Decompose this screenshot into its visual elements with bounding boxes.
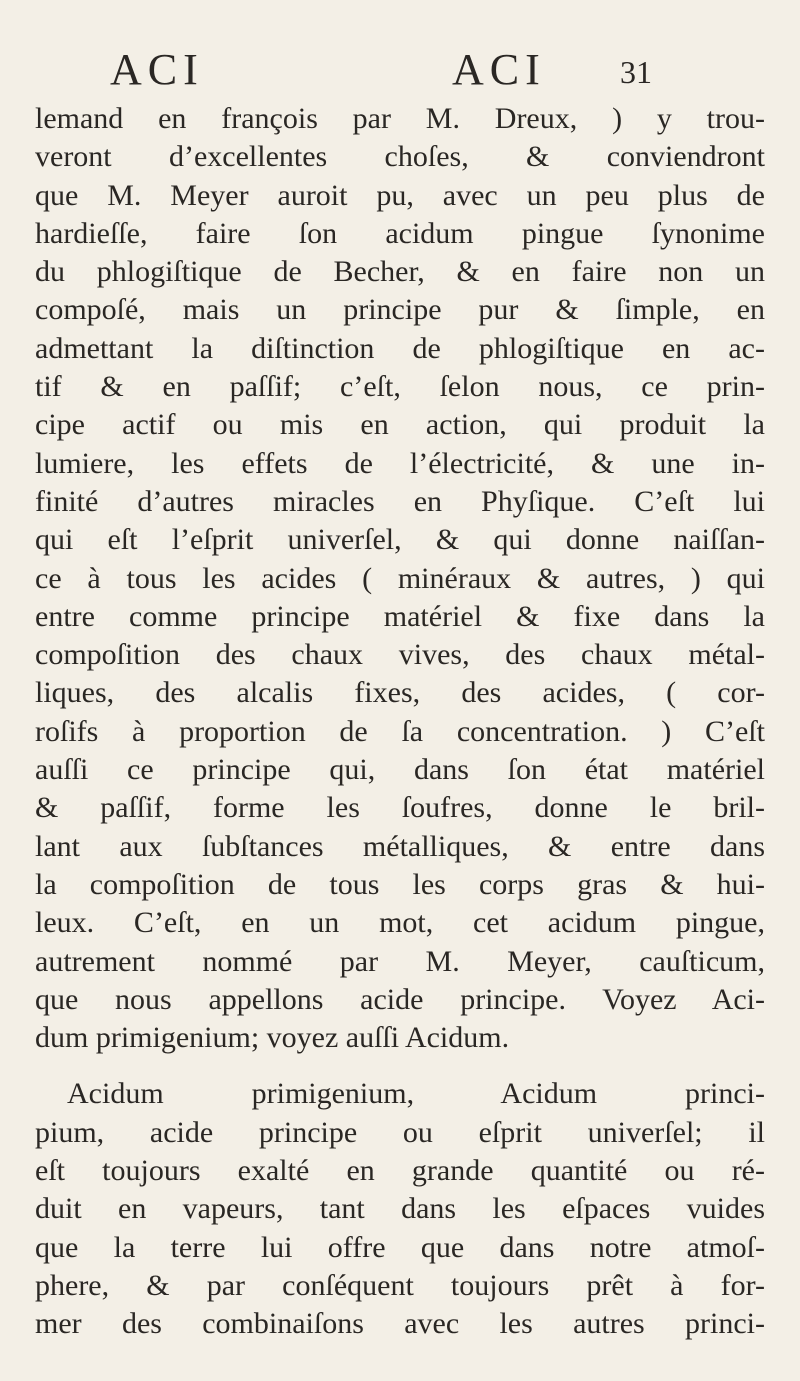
text-line: & paſſif, forme les ſoufres, donne le bril- bbox=[35, 791, 765, 825]
text-line: autrement nommé par M. Meyer, cauſticum, bbox=[35, 944, 765, 978]
text-line: entre comme principe matériel & fixe dans la bbox=[35, 599, 765, 633]
text-line: lemand en françois par M. Dreux, ) y trou- bbox=[35, 102, 765, 135]
text-line: leux. C’eſt, en un mot, cet acidum pingue, bbox=[35, 906, 765, 940]
text-line: hardieſſe, faire ſon acidum pingue ſynonime bbox=[35, 216, 765, 250]
entry-acidum-continued bbox=[35, 100, 765, 1057]
running-head-right: ACI bbox=[452, 45, 546, 94]
text-line: que M. Meyer auroit pu, avec un peu plus de bbox=[35, 178, 765, 212]
text-line: lumiere, les effets de l’électricité, & une in- bbox=[35, 446, 765, 480]
text-line: phere, & par conſéquent toujours prêt à for- bbox=[35, 1268, 765, 1302]
text-line: roſifs à proportion de ſa concentration. ) C’eſt bbox=[35, 714, 765, 748]
running-head-left: ACI bbox=[110, 45, 204, 94]
text-line: compoſition des chaux vives, des chaux métal- bbox=[35, 638, 765, 672]
body-text bbox=[35, 100, 765, 1344]
text-line: admettant la diſtinction de phlogiſtique en ac- bbox=[35, 331, 765, 365]
text-line: mer des combinaiſons avec les autres princi- bbox=[35, 1307, 765, 1341]
text-line: qui eſt l’eſprit univerſel, & qui donne naiſſan- bbox=[35, 523, 765, 557]
entry-acidum-primigenium bbox=[35, 1075, 765, 1343]
text-line: que la terre lui offre que dans notre atmoſ- bbox=[35, 1230, 765, 1264]
text-line: cipe actif ou mis en action, qui produit la bbox=[35, 408, 765, 442]
running-header bbox=[110, 44, 670, 94]
text-line: pium, acide principe ou eſprit univerſel; il bbox=[35, 1115, 765, 1149]
text-line: compoſé, mais un principe pur & ſimple, en bbox=[35, 293, 765, 327]
text-line: finité d’autres miracles en Phyſique. C’eſt lui bbox=[35, 484, 765, 518]
entry-heading-line: Acidum primigenium, Acidum princi- bbox=[67, 1077, 765, 1111]
text-line: la compoſition de tous les corps gras & hui- bbox=[35, 867, 765, 901]
text-line: ce à tous les acides ( minéraux & autres, ) qui bbox=[35, 561, 765, 595]
text-line: tif & en paſſif; c’eſt, ſelon nous, ce prin- bbox=[35, 370, 765, 404]
paragraph-gap bbox=[35, 1057, 765, 1075]
text-line: liques, des alcalis fixes, des acides, ( cor- bbox=[35, 676, 765, 710]
page-number: 31 bbox=[620, 54, 652, 90]
text-line: du phlogiſtique de Becher, & en faire non un bbox=[35, 255, 765, 289]
text-line: que nous appellons acide principe. Voyez Aci- bbox=[35, 982, 765, 1016]
text-line: duit en vapeurs, tant dans les eſpaces vuides bbox=[35, 1192, 765, 1226]
text-line: veront d’excellentes choſes, & conviendront bbox=[35, 140, 765, 174]
text-line: lant aux ſubſtances métalliques, & entre dans bbox=[35, 829, 765, 863]
text-line: eſt toujours exalté en grande quantité ou ré- bbox=[35, 1154, 765, 1188]
text-line: auſſi ce principe qui, dans ſon état matériel bbox=[35, 753, 765, 787]
text-line: dum primigenium; voyez auſſi Acidum. bbox=[35, 1021, 510, 1055]
